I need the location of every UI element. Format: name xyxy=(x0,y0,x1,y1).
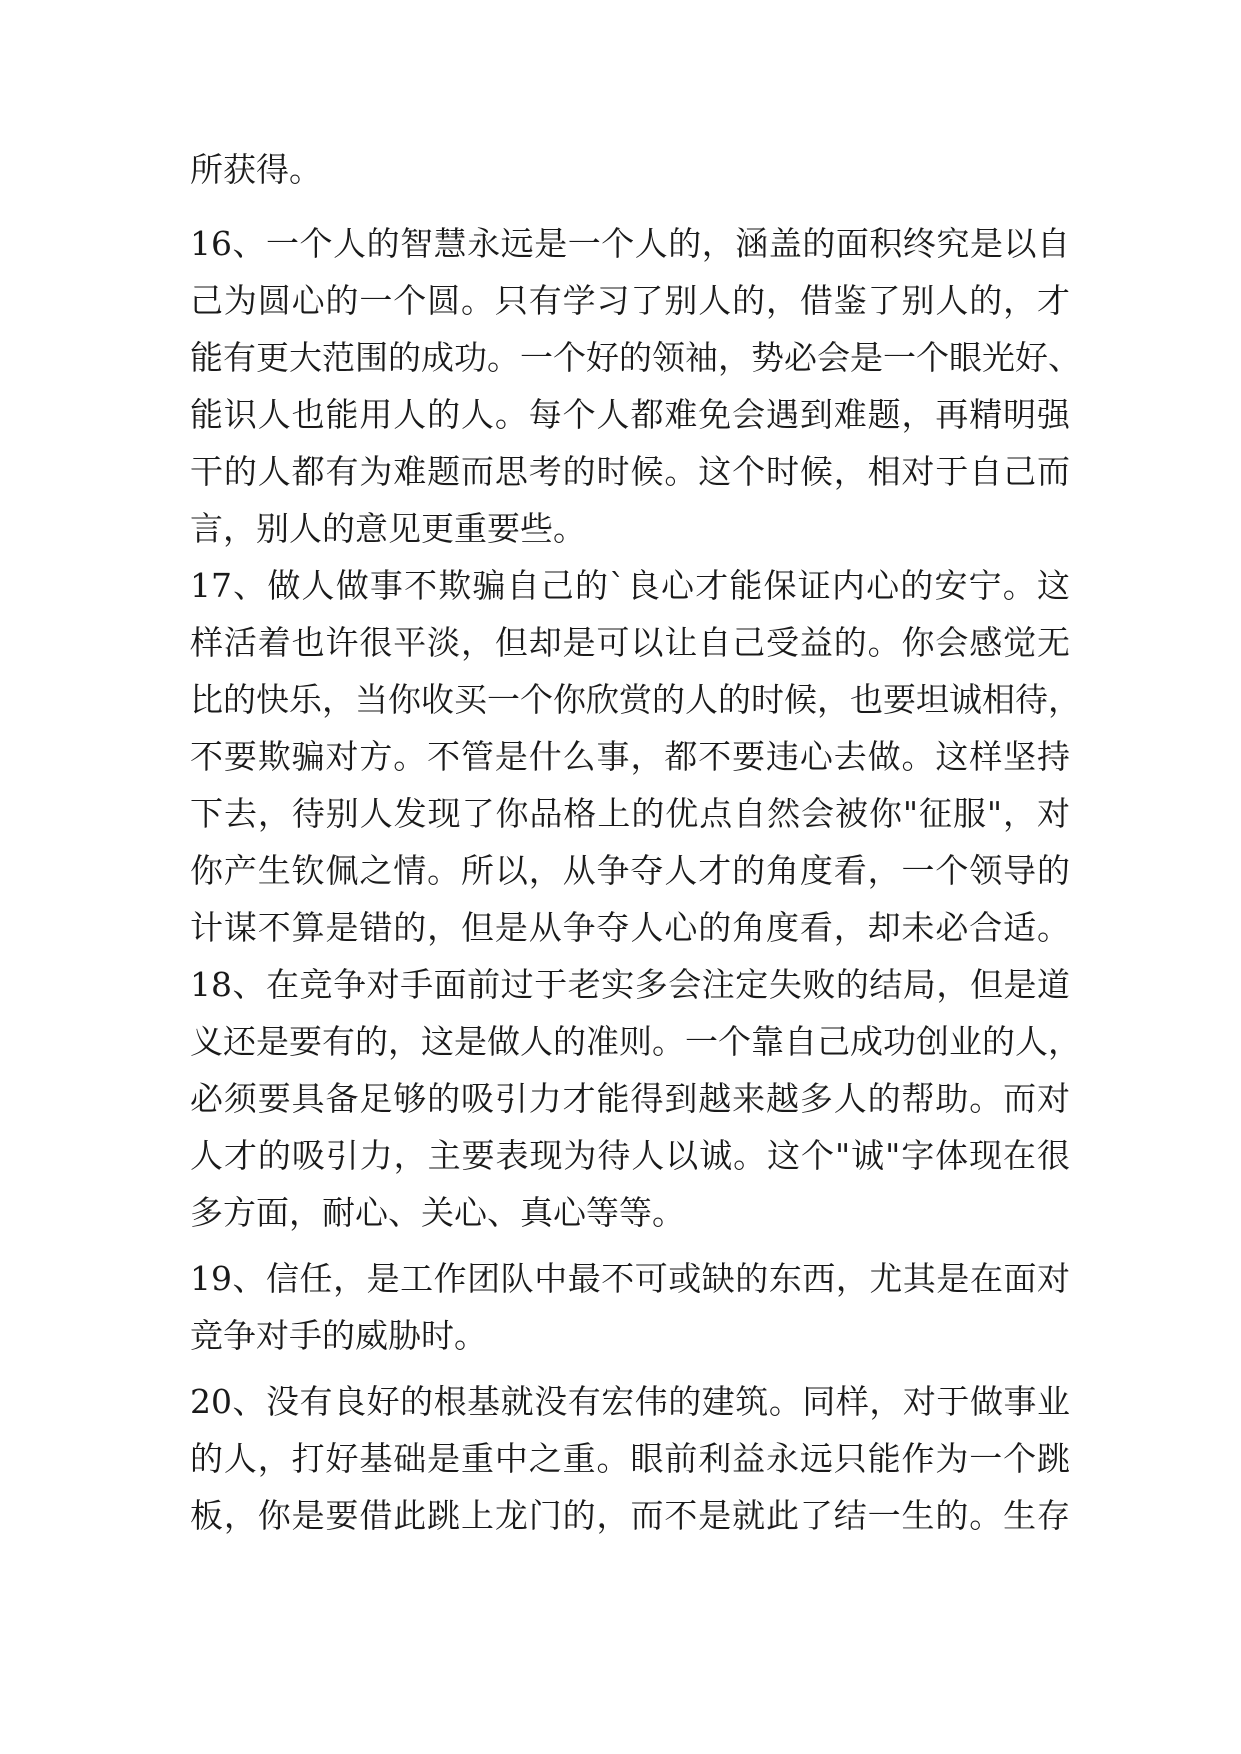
text-line: 比的快乐，当你收买一个你欣赏的人的时候，也要坦诚相待， xyxy=(190,680,1081,719)
text-line: 16、一个人的智慧永远是一个人的，涵盖的面积终究是以自 xyxy=(190,224,1070,263)
text-line: 20、没有良好的根基就没有宏伟的建筑。同样，对于做事业 xyxy=(190,1382,1070,1421)
text-line: 板，你是要借此跳上龙门的，而不是就此了结一生的。生存 xyxy=(190,1496,1070,1535)
text-line: 下去，待别人发现了你品格上的优点自然会被你"征服"，对 xyxy=(190,794,1070,833)
text-line: 言，别人的意见更重要些。 xyxy=(190,509,586,548)
text-line: 所获得。 xyxy=(190,150,322,189)
text-line: 必须要具备足够的吸引力才能得到越来越多人的帮助。而对 xyxy=(190,1079,1070,1118)
text-line: 义还是要有的，这是做人的准则。一个靠自己成功创业的人， xyxy=(190,1022,1081,1061)
text-line: 多方面，耐心、关心、真心等等。 xyxy=(190,1193,685,1232)
text-line: 竞争对手的威胁时。 xyxy=(190,1316,487,1355)
text-line: 的人，打好基础是重中之重。眼前利益永远只能作为一个跳 xyxy=(190,1439,1070,1478)
text-line: 18、在竞争对手面前过于老实多会注定失败的结局，但是道 xyxy=(190,965,1070,1004)
text-line: 样活着也许很平淡，但却是可以让自己受益的。你会感觉无 xyxy=(190,623,1070,662)
text-line: 你产生钦佩之情。所以，从争夺人才的角度看，一个领导的 xyxy=(190,851,1070,890)
text-line: 计谋不算是错的，但是从争夺人心的角度看，却未必合适。 xyxy=(190,908,1070,947)
text-line: 人才的吸引力，主要表现为待人以诚。这个"诚"字体现在很 xyxy=(190,1136,1070,1175)
text-line: 17、做人做事不欺骗自己的`良心才能保证内心的安宁。这 xyxy=(190,566,1070,605)
text-line: 19、信任，是工作团队中最不可或缺的东西，尤其是在面对 xyxy=(190,1259,1070,1298)
text-line: 不要欺骗对方。不管是什么事，都不要违心去做。这样坚持 xyxy=(190,737,1070,776)
text-line: 能有更大范围的成功。一个好的领袖，势必会是一个眼光好、 xyxy=(190,338,1081,377)
text-line: 己为圆心的一个圆。只有学习了别人的，借鉴了别人的，才 xyxy=(190,281,1070,320)
text-line: 能识人也能用人的人。每个人都难免会遇到难题，再精明强 xyxy=(190,395,1070,434)
text-line: 干的人都有为难题而思考的时候。这个时候，相对于自己而 xyxy=(190,452,1070,491)
